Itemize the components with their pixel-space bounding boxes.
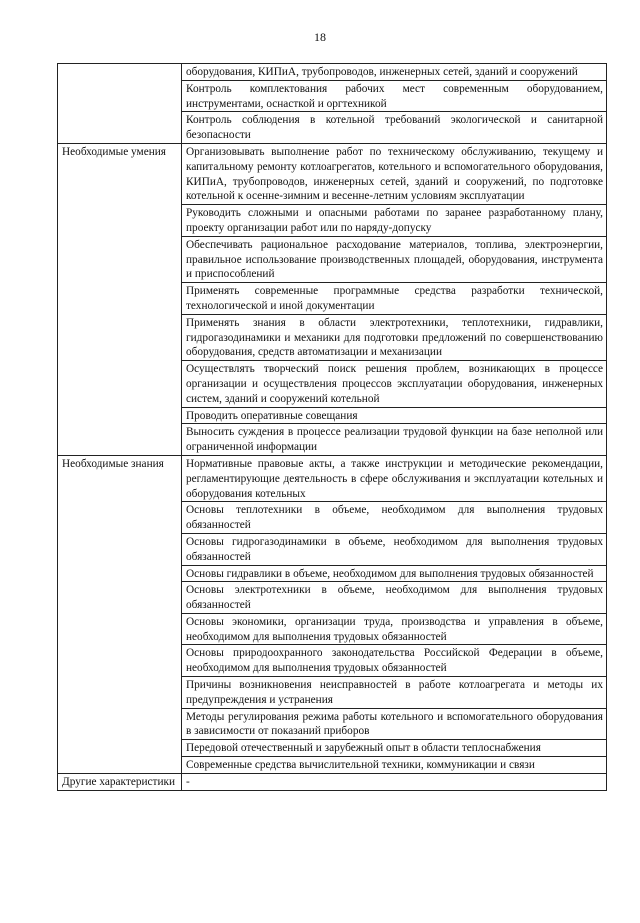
section-item: Причины возникновения неисправностей в работе котлоагрегата и методы их предупреждения и устранения	[182, 677, 607, 709]
table-row	[58, 143, 607, 204]
section-item: Передовой отечественный и зарубежный опыт в области теплоснабжения	[182, 740, 607, 757]
table-row	[58, 64, 607, 81]
section-item: Основы электротехники в объеме, необходимом для выполнения трудовых обязанностей	[182, 582, 607, 614]
section-item: Основы природоохранного законодательства Российской Федерации в объеме, необходимом для выполнения трудовых обязанностей	[182, 645, 607, 677]
section-item: Применять современные программные средства разработки технической, технологической и иной документации	[182, 283, 607, 315]
section-item: Контроль комплектования рабочих мест современным оборудованием, инструментами, оснасткой и оргтехникой	[182, 80, 607, 112]
section-item: Осуществлять творческий поиск решения проблем, возникающих в процессе организации и осуществления процессов эксплуатации оборудования, инженерных систем, зданий и сооружений котельной	[182, 361, 607, 407]
section-item: Основы гидрогазодинамики в объеме, необходимом для выполнения трудовых обязанностей	[182, 533, 607, 565]
section-item: Организовывать выполнение работ по техническому обслуживанию, текущему и капитальному ремонту котлоагрегатов, котельного и вспомогательного оборудования, КИПиА, трубопроводов, инженерных сетей, зданий и сооружений, по подготовке котельной к осенне-зимним и весенне-летним условиям эксплуатации	[182, 143, 607, 204]
section-item: Применять знания в области электротехники, теплотехники, гидравлики, гидрогазодинамики и механики для подготовки предложений по совершенствованию оборудования, средств автоматизации и механизации	[182, 314, 607, 360]
section-item: Основы экономики, организации труда, производства и управления в объеме, необходимом для выполнения трудовых обязанностей	[182, 613, 607, 645]
requirements-table	[57, 63, 607, 791]
page-number: 18	[314, 30, 326, 44]
section-item: оборудования, КИПиА, трубопроводов, инженерных сетей, зданий и сооружений	[182, 64, 607, 81]
section-item: Контроль соблюдения в котельной требований экологической и санитарной безопасности	[182, 112, 607, 144]
section-item: Выносить суждения в процессе реализации трудовой функции на базе неполной или ограниченной информации	[182, 424, 607, 456]
section-item: -	[182, 773, 607, 790]
section-item: Основы гидравлики в объеме, необходимом для выполнения трудовых обязанностей	[182, 565, 607, 582]
table-row	[58, 455, 607, 501]
section-item: Нормативные правовые акты, а также инструкции и методические рекомендации, регламентирующие деятельность в сфере обслуживания и эксплуатации котельных и оборудования котельных	[182, 455, 607, 501]
table-row	[58, 773, 607, 790]
section-item: Обеспечивать рациональное расходование материалов, топлива, электроэнергии, правильное использование производственных площадей, оборудования, инструмента и приспособлений	[182, 236, 607, 282]
section-heading: Другие характеристики	[58, 773, 182, 790]
section-heading: Необходимые умения	[58, 143, 182, 455]
section-heading: Необходимые знания	[58, 455, 182, 773]
section-item: Основы теплотехники в объеме, необходимом для выполнения трудовых обязанностей	[182, 502, 607, 534]
section-item: Методы регулирования режима работы котельного и вспомогательного оборудования в зависимости от показаний приборов	[182, 708, 607, 740]
section-heading	[58, 64, 182, 144]
section-item: Современные средства вычислительной техники, коммуникации и связи	[182, 757, 607, 774]
section-item: Проводить оперативные совещания	[182, 407, 607, 424]
section-item: Руководить сложными и опасными работами по заранее разработанному плану, проекту организации работ или по наряду-допуску	[182, 205, 607, 237]
